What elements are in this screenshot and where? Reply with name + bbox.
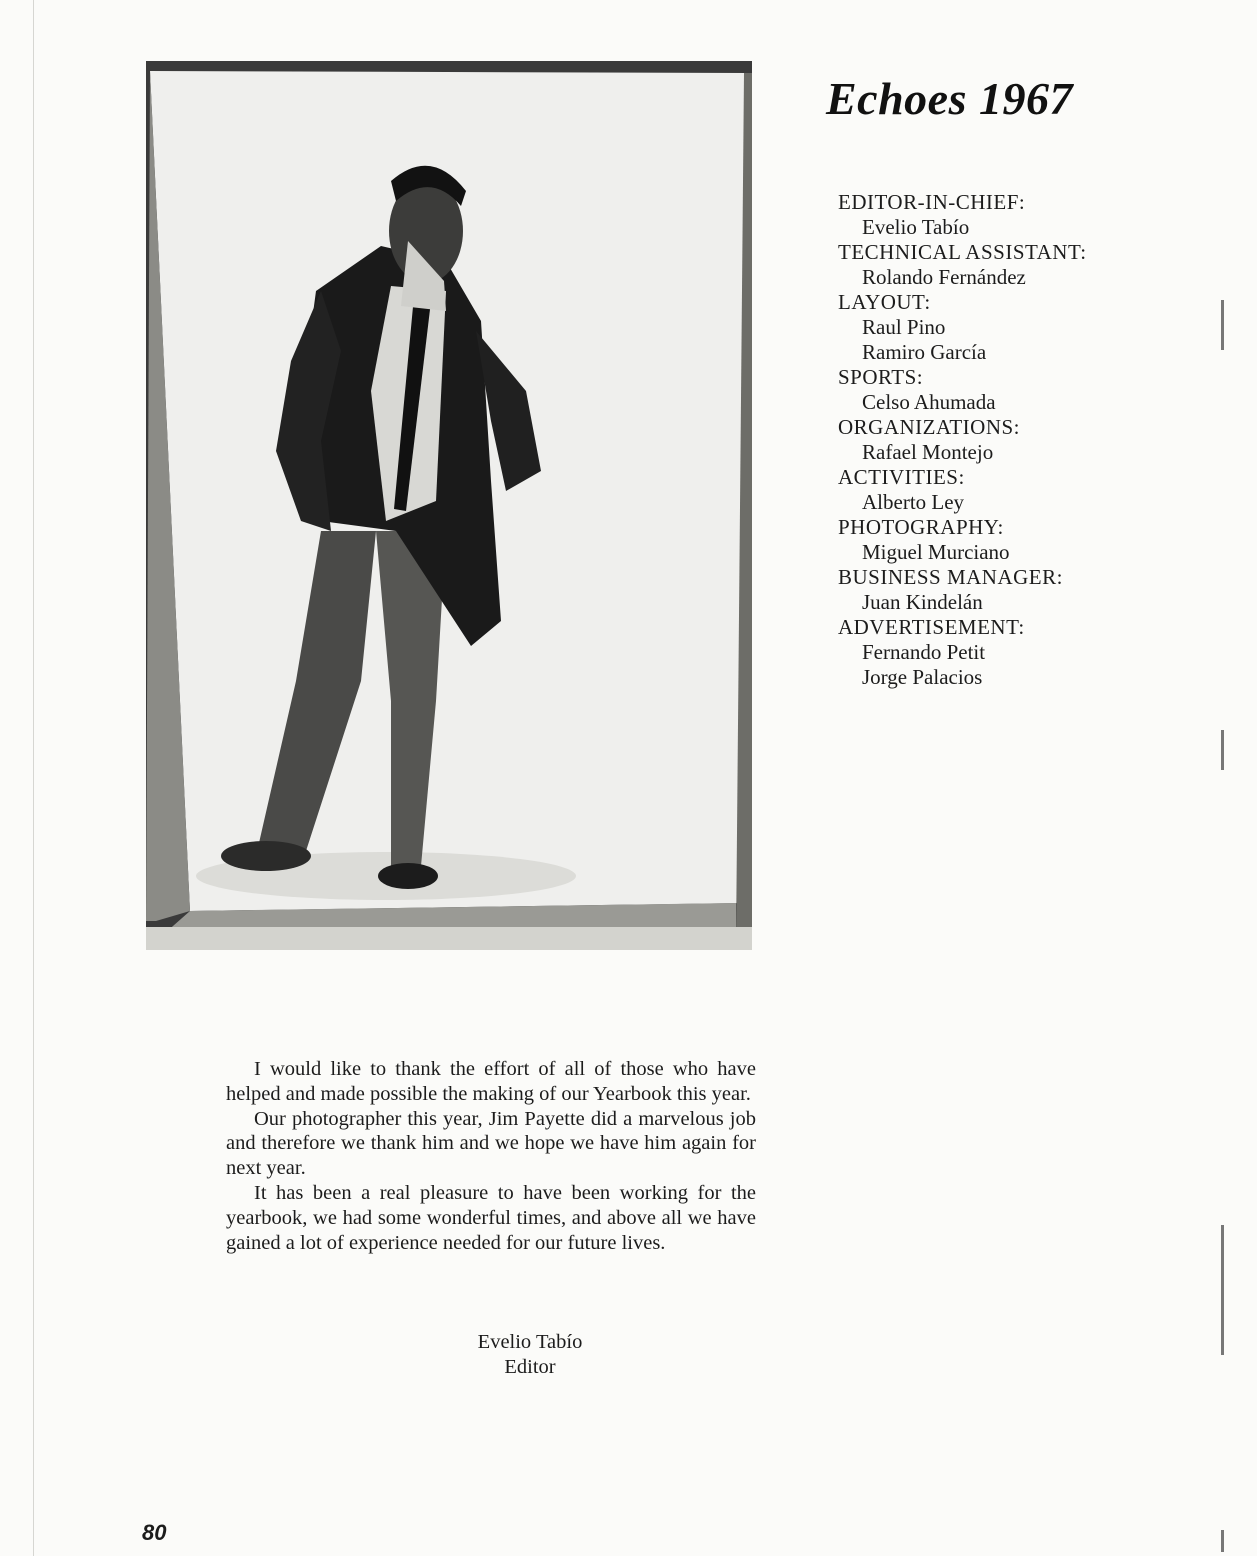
staff-role: ADVERTISEMENT: <box>838 615 1025 639</box>
staff-entry <box>838 290 1238 365</box>
staff-entry <box>838 465 1238 515</box>
staff-name: Juan Kindelán <box>862 590 983 614</box>
staff-role: LAYOUT: <box>838 290 931 314</box>
editor-photograph <box>146 61 752 950</box>
message-paragraph: I would like to thank the effort of all of those who have helped and made possible the making of our Yearbook this year. <box>226 1058 756 1105</box>
staff-role: ORGANIZATIONS: <box>838 415 1020 439</box>
message-paragraph: Our photographer this year, Jim Payette did a marvelous job and therefore we thank him and we hope we have him again for next year. <box>226 1107 756 1180</box>
staff-list <box>838 190 1238 690</box>
staff-entry <box>838 615 1238 690</box>
scan-edge-mark <box>1221 730 1224 770</box>
staff-entry <box>838 190 1238 240</box>
scan-edge-mark <box>1221 1225 1224 1355</box>
staff-name: Miguel Murciano <box>862 540 1010 564</box>
staff-name: Fernando Petit <box>862 640 986 664</box>
staff-entry <box>838 240 1238 290</box>
staff-name: Ramiro García <box>862 340 987 364</box>
staff-name: Evelio Tabío <box>862 215 970 239</box>
staff-role: SPORTS: <box>838 365 924 389</box>
yearbook-title: Echoes 1967 <box>826 73 1073 124</box>
page-number: 80 <box>142 1520 167 1545</box>
staff-name: Raul Pino <box>862 315 946 339</box>
scan-edge-mark <box>1221 300 1224 350</box>
staff-name: Celso Ahumada <box>862 390 996 414</box>
staff-name: Jorge Palacios <box>862 665 983 689</box>
staff-role: PHOTOGRAPHY: <box>838 515 1004 539</box>
staff-role: BUSINESS MANAGER: <box>838 565 1063 589</box>
message-paragraph: It has been a real pleasure to have been working for the yearbook, we had some wonderful times, and above all we have gained a lot of experience needed for our future lives. <box>226 1181 756 1254</box>
staff-role: EDITOR-IN-CHIEF: <box>838 190 1026 214</box>
signature-name: Evelio Tabío <box>477 1331 583 1353</box>
staff-name: Rolando Fernández <box>862 265 1026 289</box>
staff-name: Alberto Ley <box>862 490 965 514</box>
page-margin-line <box>33 0 34 1556</box>
staff-role: ACTIVITIES: <box>838 465 965 489</box>
signature-block <box>430 1330 630 1380</box>
staff-entry <box>838 415 1238 465</box>
scan-edge-mark <box>1221 1530 1224 1552</box>
staff-entry <box>838 515 1238 565</box>
staff-entry <box>838 365 1238 415</box>
editor-message <box>226 1057 756 1255</box>
signature-title: Editor <box>504 1356 556 1378</box>
staff-role: TECHNICAL ASSISTANT: <box>838 240 1087 264</box>
staff-entry <box>838 565 1238 615</box>
staff-name: Rafael Montejo <box>862 440 994 464</box>
